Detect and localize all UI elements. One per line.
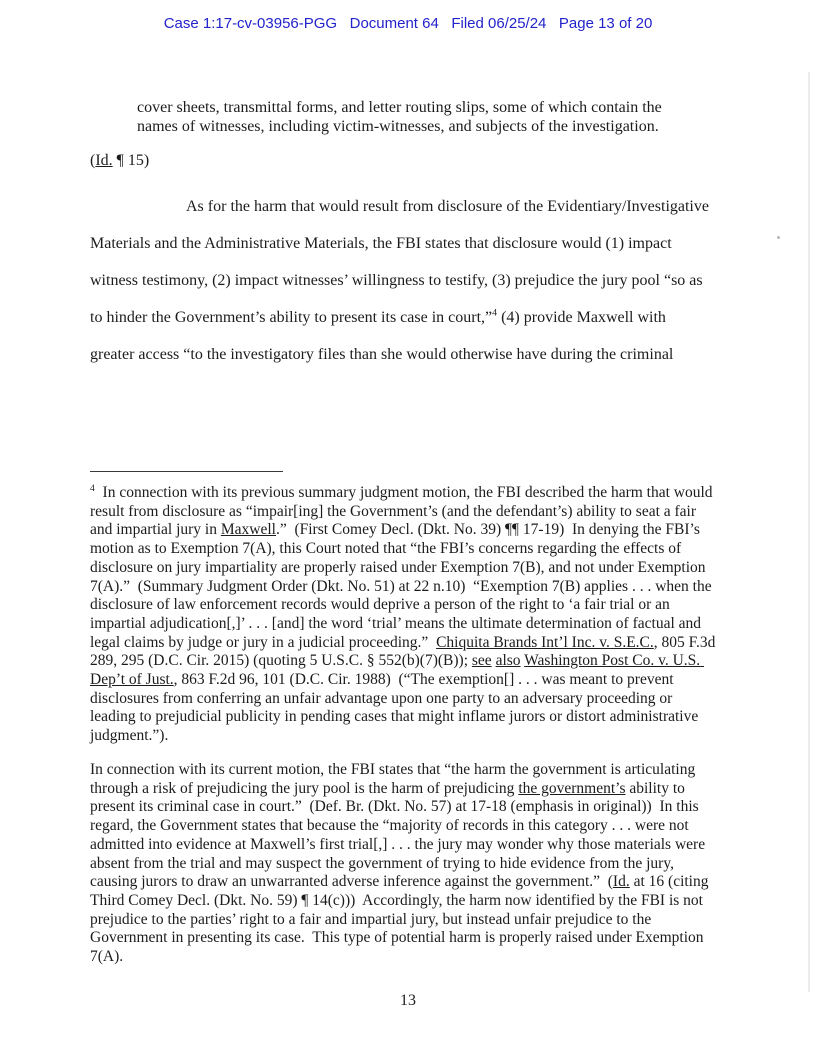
footnote-paragraph-1: $^4$ In connection with its previous summary judgment motion, the FBI described the harm that would result from disclosure as “impair[ing] the Government’s (and the defendant’s) ability to seat a fair and impartial jury in Maxwell.” (First Comey Decl. (Dkt. No. 39) ¶¶ 17-19) In denying the FBI’s motion as to Exemption 7(A), this Court noted that “the FBI’s concerns regarding the effects of disclosure on jury impartiality are properly raised under Exemption 7(B), and not under Exemption 7(A).” (Summary Judgment Order (Dkt. No. 51) at 22 n.10) “Exemption 7(B) applies . . . when the disclosure of law enforcement records would deprive a person of the right to ‘a fair trial or an impartial adjudication[,]’ . . . [and] the word ‘trial’ means the ultimate determination of factual and legal claims by judge or jury in a judicial proceeding.” Chiquita Brands Int’l Inc. v. S.E.C., 805 F.3d 289, 295 (D.C. Cir. 2015) (quoting 5 U.S.C. § 552(b)(7)(B)); see also Washington Post Co. v. U.S. Dep’t of Just., 863 F.2d 96, 101 (D.C. Cir. 1988) (“The exemption[] . . . was meant to prevent disclosures from conferring an unfair advantage upon one party to an adversary proceeding or leading to prejudicial publicity in pending cases that might inflame jurors or distort administrative judgment.”).	[90, 482, 720, 745]
scan-artifact-edge-line	[808, 72, 810, 992]
footnote-paragraph-2: In connection with its current motion, the FBI states that “the harm the government is articulating through a risk of prejudicing the jury pool is the harm of prejudicing the government’s ability to present its criminal case in court.” (Def. Br. (Dkt. No. 57) at 17-18 (emphasis in original)) In this regard, the Government states that because the “majority of records in this category . . . were not admitted into evidence at Maxwell’s first trial[,] . . . the jury may wonder why those materials were absent from the trial and may suspect the government of trying to hide evidence from the jury, causing jurors to draw an unwarranted adverse inference against the government.” (Id. at 16 (citing Third Comey Decl. (Dkt. No. 59) ¶ 14(c))) Accordingly, the harm now identified by the FBI is not prejudice to the parties’ right to a fair and impartial jury, but instead unfair prejudice to the Government in presenting its case. This type of potential harm is properly raised under Exemption 7(A).	[90, 761, 713, 966]
case-caption-stamp: Case 1:17-cv-03956-PGG Document 64 Filed 06/25/24 Page 13 of 20	[163, 15, 653, 32]
id-citation: (Id. ¶ 15)	[90, 152, 150, 169]
body-paragraph: As for the harm that would result from disclosure of the Evidentiary/Investigative Materials and the Administrative Materials, the FBI states that disclosure would (1) impact witness testimony, (2) impact witnesses’ willingness to testify, (3) prejudice the jury pool “so as to hinder the Government’s ability to present its case in court,”$^4$ (4) provide Maxwell with greater access “to the investigatory files than she would otherwise have during the criminal	[90, 198, 713, 363]
page-number: 13	[400, 992, 416, 1009]
scan-artifact-speck	[777, 236, 780, 239]
footnote-separator	[90, 471, 283, 472]
block-quote: cover sheets, transmittal forms, and letter routing slips, some of which contain the names of witnesses, including victim-witnesses, and subjects of the investigation.	[137, 99, 666, 135]
